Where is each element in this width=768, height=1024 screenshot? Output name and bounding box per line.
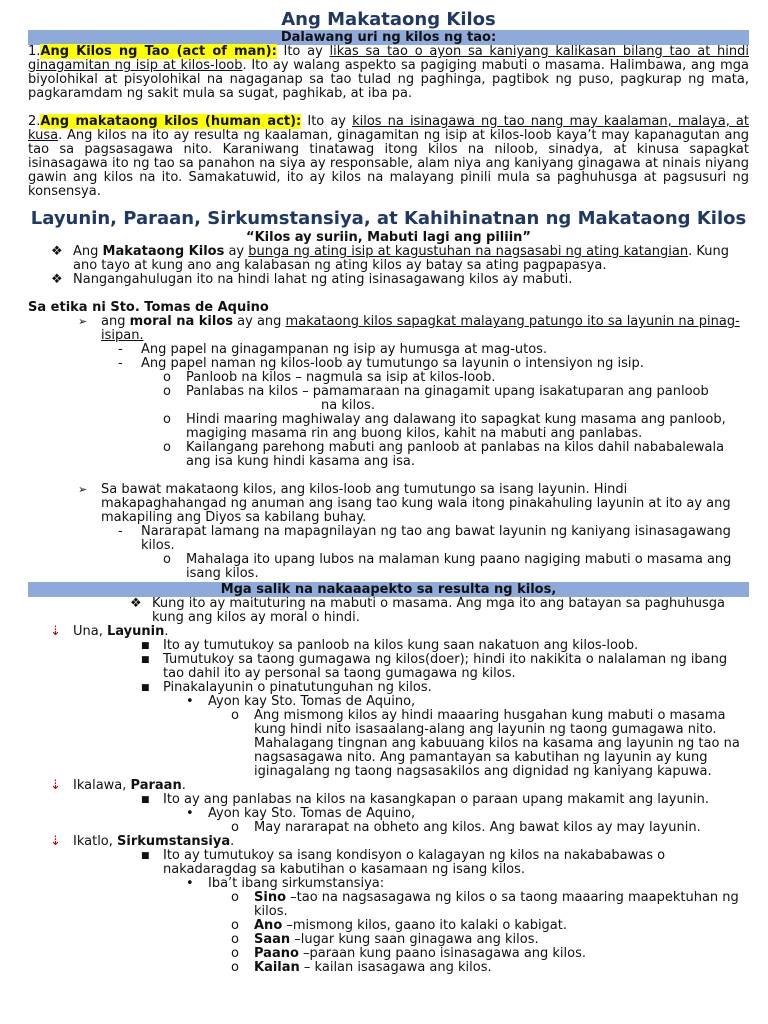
list-item (28, 553, 749, 581)
list-item (28, 343, 749, 357)
circle-bullet: o (231, 820, 239, 835)
circle-bullet: o (231, 708, 239, 723)
text: May nararapat na obheto ang kilos. Ang bawat kilos ay may layunin. (254, 820, 701, 835)
item-number: 1. (28, 44, 41, 59)
text: Nararapat lamang na mapagnilayan ng tao ang bawat layunin ng kaniyang isinasagawang kilos. (141, 524, 731, 553)
circle-bullet: o (231, 960, 239, 975)
text: Pinakalayunin o pinatutunguhan ng kilos. (163, 680, 432, 695)
text: Ayon kay Sto. Tomas de Aquino, (208, 806, 416, 821)
dash-bullet: - (118, 342, 123, 357)
section-bar-kinds: Dalawang uri ng kilos ng tao: (28, 30, 749, 45)
circle-bullet: o (163, 412, 171, 427)
text: ay (224, 244, 249, 259)
text: Ayon kay Sto. Tomas de Aquino, (208, 694, 416, 709)
text: Ikalawa, (73, 778, 131, 793)
dash-bullet: - (118, 524, 123, 539)
text: –lugar kung saan ginagawa ang kilos. (290, 932, 539, 947)
square-bullet: ■ (141, 655, 150, 665)
list-item (28, 357, 749, 371)
factor-heading-layunin (28, 625, 749, 639)
list-item (28, 441, 749, 469)
list-item (28, 385, 749, 399)
circle-bullet: o (231, 890, 239, 905)
list-item (28, 821, 749, 835)
list-item (28, 807, 749, 821)
bold-term: Sirkumstansiya (117, 834, 231, 849)
item-number: 2. (28, 114, 41, 129)
pin-bullet-icon: ⇣ (50, 624, 61, 639)
underlined-text: bunga ng ating isip at kagustuhan na nagsasabi ng ating katangian (248, 244, 689, 259)
text: Ang papel naman ng kilos-loob ay tumutungo sa layunin o intensiyon ng isip. (141, 356, 644, 371)
dot-bullet: • (186, 876, 194, 891)
circle-bullet: o (163, 370, 171, 385)
factor-heading-paraan (28, 779, 749, 793)
text: Panloob na kilos – nagmula sa isip at kilos-loob. (186, 370, 496, 385)
text: ang (101, 314, 130, 329)
list-item (28, 483, 749, 525)
section-heading: Layunin, Paraan, Sirkumstansiya, at Kahihinatnan ng Makataong Kilos (30, 208, 747, 229)
dot-bullet: • (186, 806, 194, 821)
text: – kailan isasagawa ang kilos. (299, 960, 492, 975)
arrow-bullet-icon: ➢ (78, 315, 88, 328)
dash-bullet: - (118, 356, 123, 371)
circle-bullet: o (231, 918, 239, 933)
circle-bullet: o (163, 440, 171, 455)
list-item (28, 653, 749, 681)
list-item (28, 695, 749, 709)
list-item (28, 849, 749, 877)
motto: “Kilos ay suriin, Mabuti lagi ang piliin” (246, 230, 531, 245)
list-item-continuation (28, 399, 749, 413)
text: Ito ay (276, 44, 330, 59)
text: . Kung ano tayo at kung ano ang kalabasan ng ating kilos ay batay sa ating pagpapasya. (73, 244, 729, 273)
text: Iba’t ibang sirkumstansiya: (208, 876, 385, 891)
list-item (28, 681, 749, 695)
text: –paraan kung paano isinasagawa ang kilos. (298, 946, 587, 961)
bold-term: moral na kilos (129, 314, 234, 329)
paragraph-human-act (28, 115, 749, 199)
list-item (28, 413, 749, 441)
list-item (28, 877, 749, 891)
list-item (28, 891, 749, 919)
bold-term: Ano (254, 918, 283, 933)
circle-bullet: o (163, 552, 171, 567)
list-item (28, 273, 749, 287)
text: . (181, 778, 186, 793)
diamond-bullet-icon: ❖ (51, 272, 63, 287)
list-item (28, 961, 749, 975)
text: Kailangang parehong mabuti ang panloob at panlabas na kilos dahil nababalewala ang isa kung hindi kasama ang isa. (186, 440, 725, 469)
arrow-bullet-icon: ➢ (78, 483, 88, 496)
text: Sa bawat makataong kilos, ang kilos-loob ang tumutungo sa isang layunin. Hindi makapaghahangad ng anuman ang isang tao kung wala itong pinakahuling layunin at ito ay ang makapiling ang Diyos sa kabilang buhay. (101, 482, 731, 525)
list-item (28, 947, 749, 961)
text: . (230, 834, 235, 849)
term-human-act: Ang makataong kilos (human act): (40, 114, 302, 129)
list-item (28, 597, 749, 625)
diamond-bullet-icon: ❖ (130, 596, 142, 611)
bold-term: Paano (254, 946, 299, 961)
text: Ang papel na ginagampanan ng isip ay humusga at mag-utos. (141, 342, 548, 357)
aquinas-heading: Sa etika ni Sto. Tomas de Aquino (28, 300, 269, 315)
text: . Ang kilos na ito ay resulta ng kaalaman, ginagamitan ng isip at kilos-loob kaya’t may kapanagutan ang tao sa pagsasagawa nito. Karaniwang tinatawag itong kilos na niloob, sinadya, at kinusa sapagkat isinasagawa ito ng tao sa panahon na siya ay responsable, alam niya ang kaniyang ginagawa at ninais niyang gawin ang kilos na ito. Samakatuwid, ito ay kilos na malayang pinili mula sa paghuhusga at pagsusuri ng konsensya. (28, 128, 749, 199)
text: Hindi maaring maghiwalay ang dalawang ito sapagkat kung masama ang panloob, magiging masama rin ang buong kilos, kahit na mabuti ang panlabas. (186, 412, 726, 441)
text: –mismong kilos, gaano ito kalaki o kabigat. (282, 918, 567, 933)
text: Panlabas na kilos – pamamaraan na ginagamit upang isakatuparan ang panloob (186, 384, 709, 399)
underlined-text: makataong kilos sapagkat malayang patungo ito sa layunin na pinag-isipan. (101, 314, 740, 343)
pin-bullet-icon: ⇣ (50, 778, 61, 793)
term-act-of-man: Ang Kilos ng Tao (act of man): (40, 44, 277, 59)
list-item (28, 525, 749, 553)
bold-term: Layunin (107, 624, 165, 639)
text: Tumutukoy sa taong gumagawa ng kilos(doer); hindi ito nakikita o nalalaman ng ibang tao dahil ito ay personal sa taong gumagawa ng kilos. (163, 652, 728, 681)
square-bullet: ■ (141, 795, 150, 805)
text: Ang (73, 244, 103, 259)
list-item (28, 933, 749, 947)
diamond-bullet-icon: ❖ (51, 244, 63, 259)
list-item (28, 639, 749, 653)
text: Ito ay (301, 114, 353, 129)
bold-term: Saan (254, 932, 291, 947)
bold-term: Paraan (130, 778, 182, 793)
text: Ang mismong kilos ay hindi maaaring husgahan kung mabuti o masama kung hindi nito isasaalang-alang ang layunin ng taong gumagawa nito. Mahalagang tingnan ang kabuuang kilos na kasama ang layunin ng tao na nagsasagawa nito. Ang pamantayan sa kabutihan ng layunin ay kung iginagalang ng taong nagsasakilos ang dignidad ng kaniyang kapuwa. (254, 708, 740, 779)
text: Ito ay ang panlabas na kilos na kasangkapan o paraan upang makamit ang layunin. (163, 792, 709, 807)
bold-term: Kailan (254, 960, 300, 975)
text: . (164, 624, 169, 639)
text: Mahalaga ito upang lubos na malaman kung paano nagiging mabuti o masama ang isang kilos. (186, 552, 732, 581)
list-item (28, 371, 749, 385)
circle-bullet: o (231, 946, 239, 961)
circle-bullet: o (163, 384, 171, 399)
list-item (28, 315, 749, 343)
bold-term: Makataong Kilos (102, 244, 225, 259)
square-bullet: ■ (141, 851, 150, 861)
text: Ito ay tumutukoy sa panloob na kilos kung saan nakatuon ang kilos-loob. (163, 638, 639, 653)
section-bar-factors: Mga salik na nakaaapekto sa resulta ng kilos, (28, 582, 749, 597)
underlined-definition: likas sa tao o ayon sa kaniyang kalikasan bilang tao at hindi ginagamitan ng isip at kilos-loob (28, 44, 749, 73)
list-item (28, 709, 749, 779)
text: Kung ito ay maituturing na mabuti o masama. Ang mga ito ang batayan sa paghuhusga kung ang kilos ay moral o hindi. (152, 596, 725, 625)
factor-heading-sirkumstansiya (28, 835, 749, 849)
square-bullet: ■ (141, 683, 150, 693)
list-item (28, 919, 749, 933)
text: na kilos. (321, 398, 375, 413)
bold-term: Sino (254, 890, 287, 905)
text: Nangangahulugan ito na hindi lahat ng ating isinasagawang kilos ay mabuti. (73, 272, 573, 287)
circle-bullet: o (231, 932, 239, 947)
text: Ito ay tumutukoy sa isang kondisyon o kalagayan ng kilos na nakababawas o nakadaragdag sa kabutihan o kasamaan ng isang kilos. (163, 848, 666, 877)
text: Ikatlo, (73, 834, 118, 849)
paragraph-act-of-man (28, 45, 749, 101)
text: –tao na nagsasagawa ng kilos o sa taong maaaring maapektuhan ng kilos. (254, 890, 739, 919)
document-title: Ang Makataong Kilos (281, 9, 496, 30)
text: . Ito ay walang aspekto sa pagiging mabuti o masama. Halimbawa, ang mga biyolohikal at pisyolohikal na nagaganap sa tao tulad ng paghinga, pagtibok ng puso, pagkurap ng mata, pagkaramdam ng sakit mula sa sugat, paghikab, at iba pa. (28, 58, 750, 101)
list-item (28, 245, 749, 273)
pin-bullet-icon: ⇣ (50, 834, 61, 849)
text: ay ang (233, 314, 286, 329)
list-item (28, 793, 749, 807)
square-bullet: ■ (141, 641, 150, 651)
dot-bullet: • (186, 694, 194, 709)
text: Una, (73, 624, 107, 639)
underlined-definition: kilos na isinagawa ng tao nang may kaalaman, malaya, at kusa (28, 114, 749, 143)
